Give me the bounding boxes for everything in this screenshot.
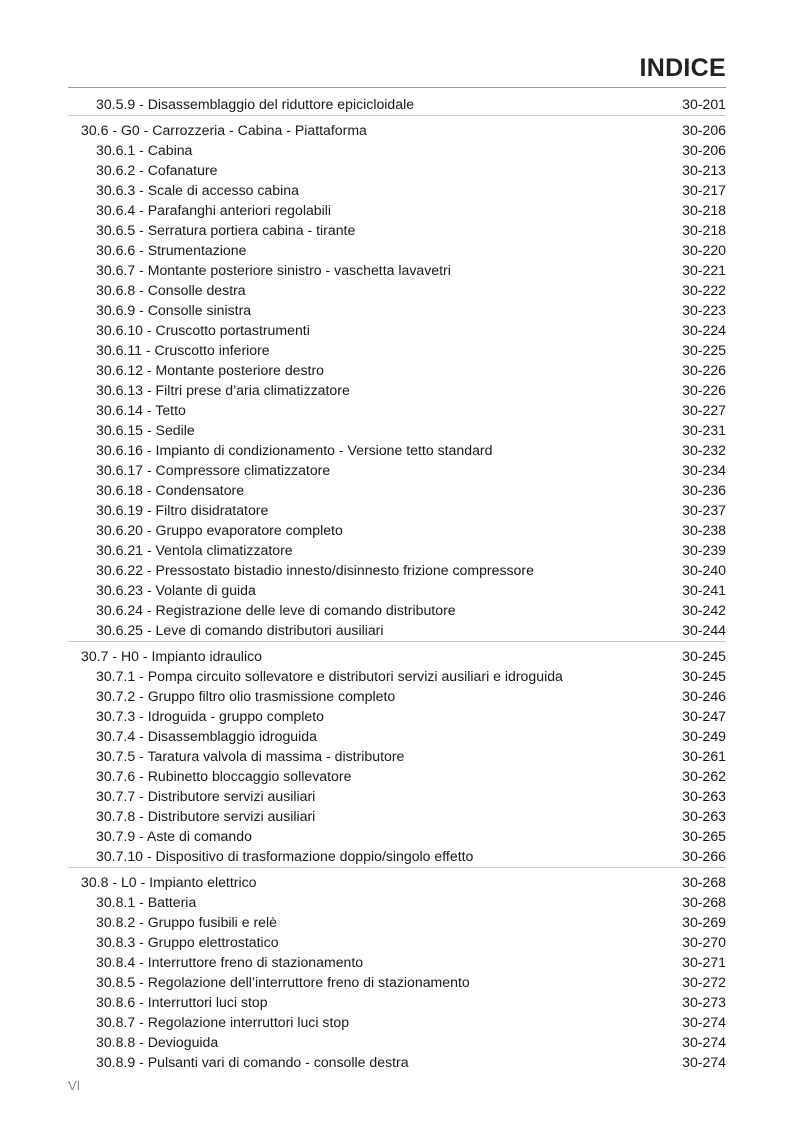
toc-entry-page: 30-271 xyxy=(682,954,726,970)
toc-entry-page: 30-226 xyxy=(682,382,726,398)
toc-entry-title: 30.6.12 - Montante posteriore destro xyxy=(96,362,324,378)
toc-entry-title: 30.6.5 - Serratura portiera cabina - tirante xyxy=(96,222,356,238)
toc-entry-row xyxy=(68,420,726,440)
toc-section-row xyxy=(68,646,726,666)
toc-entry-page: 30-266 xyxy=(682,848,726,864)
toc-entry-row xyxy=(68,300,726,320)
toc-entry-row xyxy=(68,540,726,560)
toc-entry-row xyxy=(68,94,726,114)
toc-entry-row xyxy=(68,560,726,580)
toc-entry-row xyxy=(68,932,726,952)
toc-entry-row xyxy=(68,746,726,766)
toc-entry-title: 30.7 - H0 - Impianto idraulico xyxy=(81,648,262,664)
toc-entry-title: 30.8.8 - Devioguida xyxy=(96,1034,219,1050)
toc-entry-page: 30-273 xyxy=(682,994,726,1010)
toc-entry-page: 30-239 xyxy=(682,542,726,558)
toc-entry-page: 30-234 xyxy=(682,462,726,478)
toc-entry-page: 30-220 xyxy=(682,242,726,258)
toc-entry-page: 30-217 xyxy=(682,182,726,198)
toc-entry-row xyxy=(68,972,726,992)
toc-entry-row xyxy=(68,912,726,932)
toc-entry-page: 30-227 xyxy=(682,402,726,418)
toc-entry-title: 30.7.4 - Disassemblaggio idroguida xyxy=(96,728,317,744)
toc-entry-page: 30-213 xyxy=(682,162,726,178)
toc-entry-page: 30-249 xyxy=(682,728,726,744)
toc-entry-row xyxy=(68,826,726,846)
toc-section-row xyxy=(68,872,726,892)
toc-entry-page: 30-274 xyxy=(682,1054,726,1070)
toc-entry-row xyxy=(68,1052,726,1072)
toc-entry-row xyxy=(68,1012,726,1032)
toc-entry-row xyxy=(68,726,726,746)
toc-entry-title: 30.8.1 - Batteria xyxy=(96,894,197,910)
toc-entry-title: 30.6.17 - Compressore climatizzatore xyxy=(96,462,331,478)
toc-entry-page: 30-238 xyxy=(682,522,726,538)
toc-entry-page: 30-226 xyxy=(682,362,726,378)
toc-entry-row xyxy=(68,580,726,600)
toc-entry-title: 30.6 - G0 - Carrozzeria - Cabina - Piattaforma xyxy=(81,122,367,138)
toc-entry-title: 30.7.9 - Aste di comando xyxy=(96,828,252,844)
toc-section-row xyxy=(68,120,726,140)
toc-entry-title: 30.6.23 - Volante di guida xyxy=(96,582,256,598)
page-number: VI xyxy=(68,1078,81,1093)
toc-entry-page: 30-265 xyxy=(682,828,726,844)
toc-entry-row xyxy=(68,380,726,400)
toc-entry-row xyxy=(68,520,726,540)
toc-entry-row xyxy=(68,500,726,520)
toc-entry-page: 30-246 xyxy=(682,688,726,704)
toc-entry-row xyxy=(68,200,726,220)
toc-entry-row xyxy=(68,360,726,380)
toc-entry-title: 30.5.9 - Disassemblaggio del riduttore epicicloidale xyxy=(96,96,415,112)
toc-entry-row xyxy=(68,806,726,826)
toc-entry-page: 30-245 xyxy=(682,668,726,684)
toc-entry-page: 30-221 xyxy=(682,262,726,278)
toc-entry-row xyxy=(68,1032,726,1052)
toc-entry-page: 30-223 xyxy=(682,302,726,318)
table-of-contents xyxy=(68,94,726,1072)
toc-entry-title: 30.7.1 - Pompa circuito sollevatore e distributori servizi ausiliari e idroguida xyxy=(96,668,563,684)
toc-entry-page: 30-240 xyxy=(682,562,726,578)
toc-entry-row xyxy=(68,892,726,912)
toc-entry-page: 30-263 xyxy=(682,788,726,804)
toc-entry-page: 30-263 xyxy=(682,808,726,824)
toc-entry-page: 30-232 xyxy=(682,442,726,458)
toc-entry-title: 30.6.1 - Cabina xyxy=(96,142,193,158)
toc-entry-page: 30-231 xyxy=(682,422,726,438)
toc-entry-title: 30.6.6 - Strumentazione xyxy=(96,242,247,258)
toc-entry-row xyxy=(68,220,726,240)
toc-entry-title: 30.6.24 - Registrazione delle leve di comando distributore xyxy=(96,602,456,618)
section-divider xyxy=(68,641,726,642)
toc-entry-title: 30.6.9 - Consolle sinistra xyxy=(96,302,252,318)
section-divider xyxy=(68,867,726,868)
toc-entry-page: 30-242 xyxy=(682,602,726,618)
toc-entry-title: 30.6.2 - Cofanature xyxy=(96,162,218,178)
toc-entry-title: 30.6.25 - Leve di comando distributori ausiliari xyxy=(96,622,384,638)
toc-entry-page: 30-261 xyxy=(682,748,726,764)
toc-entry-page: 30-241 xyxy=(682,582,726,598)
toc-entry-title: 30.6.16 - Impianto di condizionamento - Versione tetto standard xyxy=(96,442,493,458)
toc-entry-title: 30.7.6 - Rubinetto bloccaggio sollevatore xyxy=(96,768,352,784)
toc-entry-title: 30.8.2 - Gruppo fusibili e relè xyxy=(96,914,277,930)
section-divider xyxy=(68,115,726,116)
toc-entry-title: 30.7.2 - Gruppo filtro olio trasmissione completo xyxy=(96,688,396,704)
toc-entry-title: 30.8.5 - Regolazione dell’interruttore freno di stazionamento xyxy=(96,974,470,990)
toc-entry-page: 30-270 xyxy=(682,934,726,950)
toc-entry-title: 30.8.3 - Gruppo elettrostatico xyxy=(96,934,279,950)
toc-entry-title: 30.7.5 - Taratura valvola di massima - distributore xyxy=(96,748,405,764)
toc-entry-page: 30-218 xyxy=(682,222,726,238)
toc-entry-row xyxy=(68,600,726,620)
toc-entry-page: 30-206 xyxy=(682,122,726,138)
toc-entry-row xyxy=(68,140,726,160)
toc-entry-title: 30.7.8 - Distributore servizi ausiliari xyxy=(96,808,316,824)
toc-entry-title: 30.7.7 - Distributore servizi ausiliari xyxy=(96,788,316,804)
toc-entry-page: 30-244 xyxy=(682,622,726,638)
toc-entry-title: 30.6.3 - Scale di accesso cabina xyxy=(96,182,299,198)
toc-entry-page: 30-236 xyxy=(682,482,726,498)
toc-entry-title: 30.6.14 - Tetto xyxy=(96,402,186,418)
toc-entry-row xyxy=(68,180,726,200)
toc-entry-page: 30-218 xyxy=(682,202,726,218)
header-divider xyxy=(68,87,726,88)
toc-entry-page: 30-225 xyxy=(682,342,726,358)
toc-entry-row xyxy=(68,846,726,866)
toc-entry-row xyxy=(68,160,726,180)
toc-entry-row xyxy=(68,280,726,300)
toc-entry-title: 30.6.11 - Cruscotto inferiore xyxy=(96,342,270,358)
toc-entry-row xyxy=(68,260,726,280)
page-title: INDICE xyxy=(639,54,726,82)
toc-entry-page: 30-237 xyxy=(682,502,726,518)
toc-entry-title: 30.6.13 - Filtri prese d’aria climatizzatore xyxy=(96,382,350,398)
toc-entry-row xyxy=(68,480,726,500)
toc-entry-row xyxy=(68,440,726,460)
toc-entry-title: 30.7.10 - Dispositivo di trasformazione doppio/singolo effetto xyxy=(96,848,474,864)
toc-entry-row xyxy=(68,952,726,972)
toc-entry-title: 30.8.6 - Interruttori luci stop xyxy=(96,994,268,1010)
toc-entry-row xyxy=(68,766,726,786)
toc-entry-page: 30-206 xyxy=(682,142,726,158)
toc-entry-title: 30.8 - L0 - Impianto elettrico xyxy=(81,874,257,890)
toc-entry-row xyxy=(68,320,726,340)
toc-entry-title: 30.6.22 - Pressostato bistadio innesto/disinnesto frizione compressore xyxy=(96,562,534,578)
toc-entry-title: 30.6.7 - Montante posteriore sinistro - vaschetta lavavetri xyxy=(96,262,451,278)
toc-entry-title: 30.8.4 - Interruttore freno di stazionamento xyxy=(96,954,364,970)
toc-entry-row xyxy=(68,460,726,480)
toc-entry-title: 30.6.4 - Parafanghi anteriori regolabili xyxy=(96,202,332,218)
toc-entry-page: 30-222 xyxy=(682,282,726,298)
toc-entry-row xyxy=(68,992,726,1012)
toc-entry-row xyxy=(68,400,726,420)
toc-entry-title: 30.6.18 - Condensatore xyxy=(96,482,245,498)
toc-entry-title: 30.6.8 - Consolle destra xyxy=(96,282,246,298)
toc-entry-row xyxy=(68,786,726,806)
toc-entry-row xyxy=(68,706,726,726)
toc-entry-page: 30-269 xyxy=(682,914,726,930)
toc-entry-row xyxy=(68,666,726,686)
toc-entry-page: 30-268 xyxy=(682,894,726,910)
toc-entry-row xyxy=(68,240,726,260)
toc-entry-page: 30-247 xyxy=(682,708,726,724)
toc-entry-title: 30.6.21 - Ventola climatizzatore xyxy=(96,542,293,558)
toc-entry-row xyxy=(68,340,726,360)
toc-entry-title: 30.6.15 - Sedile xyxy=(96,422,195,438)
toc-entry-page: 30-274 xyxy=(682,1034,726,1050)
toc-entry-row xyxy=(68,620,726,640)
toc-entry-title: 30.6.20 - Gruppo evaporatore completo xyxy=(96,522,343,538)
toc-entry-title: 30.6.19 - Filtro disidratatore xyxy=(96,502,269,518)
toc-entry-page: 30-224 xyxy=(682,322,726,338)
toc-entry-page: 30-245 xyxy=(682,648,726,664)
toc-entry-page: 30-272 xyxy=(682,974,726,990)
toc-entry-page: 30-274 xyxy=(682,1014,726,1030)
toc-entry-title: 30.7.3 - Idroguida - gruppo completo xyxy=(96,708,324,724)
toc-entry-title: 30.8.7 - Regolazione interruttori luci stop xyxy=(96,1014,350,1030)
toc-entry-row xyxy=(68,686,726,706)
toc-entry-page: 30-201 xyxy=(682,96,726,112)
toc-entry-title: 30.8.9 - Pulsanti vari di comando - consolle destra xyxy=(96,1054,409,1070)
toc-entry-page: 30-262 xyxy=(682,768,726,784)
toc-entry-title: 30.6.10 - Cruscotto portastrumenti xyxy=(96,322,310,338)
toc-entry-page: 30-268 xyxy=(682,874,726,890)
